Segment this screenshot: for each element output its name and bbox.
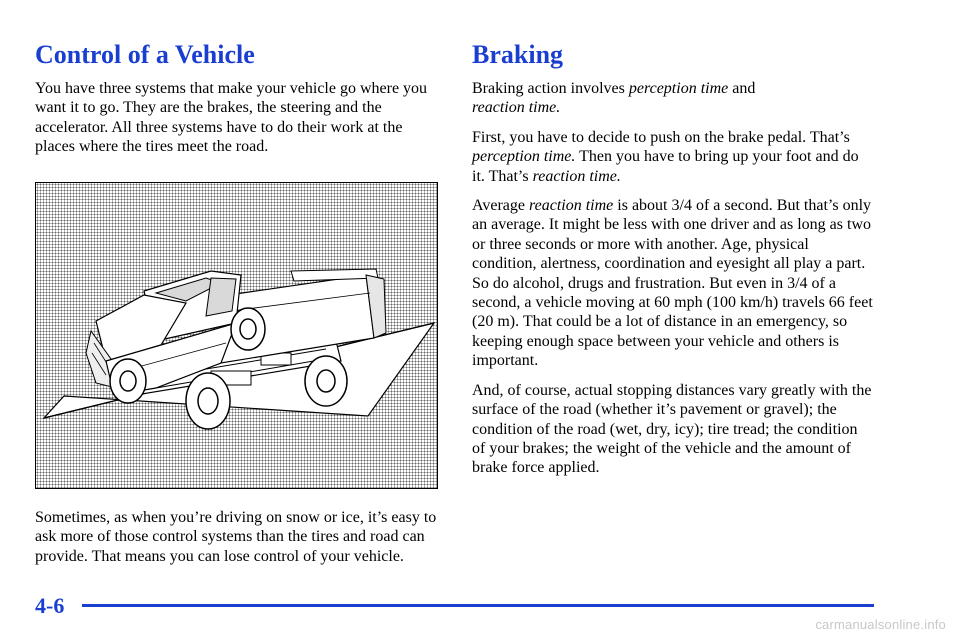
left-column-outro: [35, 508, 443, 576]
watermark: carmanualsonline.info: [815, 617, 946, 632]
intro-paragraph: You have three systems that make your vehicle go where you want it to go. They are the brakes, the steering and the accelerator. All three systems have to do their work at the places where the tires meet the road.: [35, 80, 428, 156]
left-column-intro: [35, 79, 443, 167]
footer-divider: [82, 604, 874, 607]
braking-paragraph-1: Braking action involves perception time and reaction time.: [472, 80, 756, 117]
pickup-truck-on-road-icon: [36, 183, 437, 488]
vehicle-illustration: [35, 182, 438, 489]
section-title-braking: Braking: [472, 40, 564, 69]
section-title-control: Control of a Vehicle: [35, 40, 255, 69]
braking-paragraph-4: And, of course, actual stopping distances vary greatly with the surface of the road (whether it’s pavement or gravel); the condition of the road (wet, dry, icy); tire tread; the condition of your brakes; the weight of the vehicle and the amount of brake force applied.: [472, 381, 872, 477]
braking-column: [472, 79, 874, 488]
page-number: 4-6: [35, 593, 65, 618]
braking-paragraph-3: Average reaction time is about 3/4 of a second. But that’s only an average. It might be less with one driver and as long as two or three seconds or more with another. Age, physical condition, alertness, coordination and eyesight all play a part. So do alcohol, drugs and frustration. But even in 3/4 of a second, a vehicle moving at 60 mph (100 km/h) travels 66 feet (20 m). That could be a lot of distance in an emergency, so keeping enough space between your vehicle and others is important.: [472, 197, 873, 370]
braking-paragraph-2: First, you have to decide to push on the brake pedal. That’s perception time. Then you have to bring up your foot and do it. That’s reaction time.: [472, 128, 859, 185]
outro-paragraph: Sometimes, as when you’re driving on snow or ice, it’s easy to ask more of those control systems than the tires and road can provide. That means you can lose control of your vehicle.: [35, 509, 437, 565]
